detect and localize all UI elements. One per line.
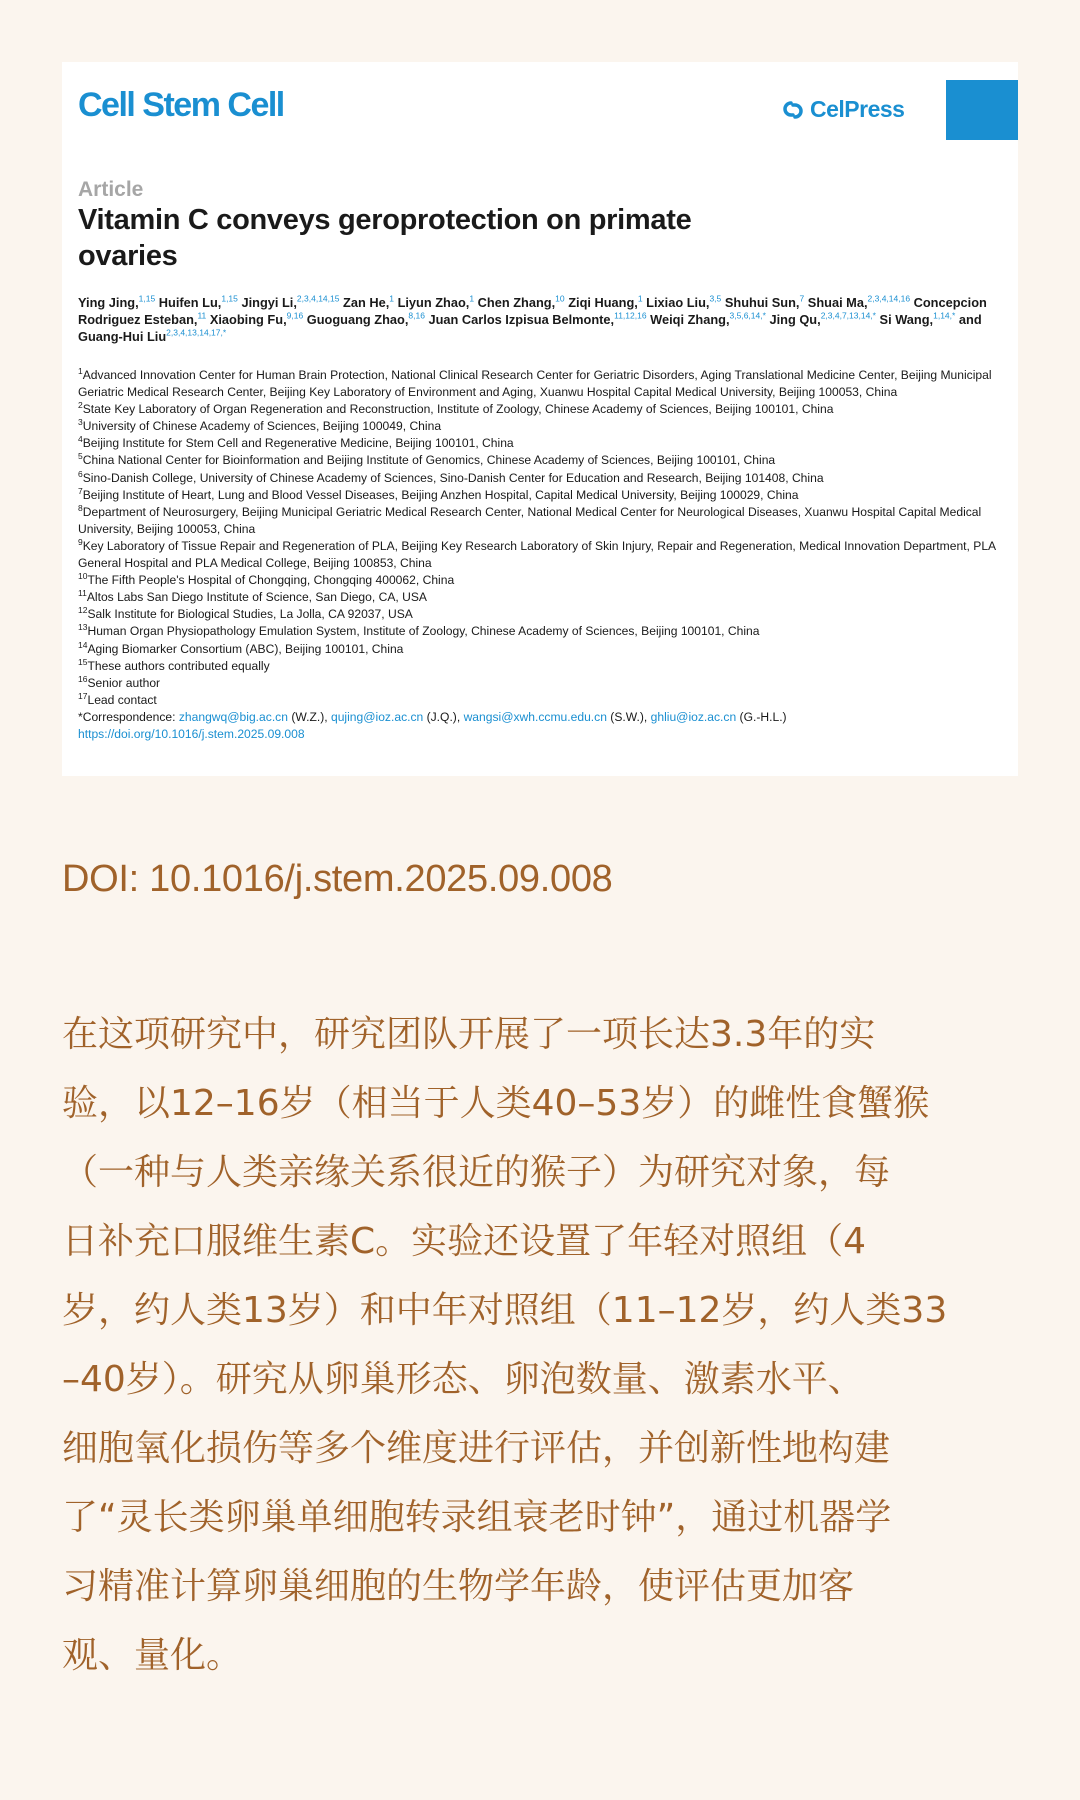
affiliation-number: 15 [78,656,88,667]
article-summary-text: 在这项研究中，研究团队开展了一项长达3.3年的实 验，以12–16岁（相当于人类40–53岁）的雌性食蟹猴 （一种与人类亲缘关系很近的猴子）为研究对象，每 日补充口服维生素C。实验还设置了年轻对照组（4 岁，约人类13岁）和中年对照组（11–12岁，约人类33 –40岁）。研究从卵巢形态、卵泡数量、激素水平、 细胞氧化损伤等多个维度进行评估，并创新性地构建 了“灵长类卵巢单细胞转录组衰老时钟”，通过机器学 习精准计算卵巢细胞的生物学年龄，使评估更加客 观、量化。 [62,1014,948,1676]
author-affiliation-marker: 2,3,4,13,14,17,* [166,327,227,338]
author-affiliation-marker: 9,16 [286,310,304,321]
affiliation-number: 2 [78,400,83,411]
affiliation-number: 14 [78,639,88,650]
journal-name: Cell Stem Cell [78,86,284,124]
affiliation-text: Department of Neurosurgery, Beijing Municipal Geriatric Medical Research Center, National Medical Center for Neurological Diseases, Xuanwu Hospital Capital Medical University, Beijing 100053, China [78,504,982,536]
author-affiliation-marker: 1,14,* [933,310,956,321]
correspondence-line [78,709,1008,726]
affiliation-text: China National Center for Bioinformation and Beijing Institute of Genomics, Chinese Academy of Sciences, Beijing 100101, China [82,453,776,468]
correspondence-initials: (J.Q.), [423,709,461,724]
author-name: Ying Jing, [78,295,139,310]
affiliation-text: University of Chinese Academy of Sciences, Beijing 100049, China [82,419,442,434]
affiliation-item [78,538,1008,572]
cellpress-link-icon [780,98,806,122]
affiliation-item [78,572,1008,589]
author-affiliation-marker: 1 [389,293,394,304]
author-name: Guoguang Zhao, [306,312,409,327]
author-name: Shuai Ma, [807,295,868,310]
author-name: Jing Qu, [769,312,821,327]
affiliation-item [78,675,1008,692]
affiliation-item [78,401,1008,418]
author-affiliation-marker: 1,15 [221,293,238,304]
publisher-name: CelPress [810,96,905,122]
correspondence-email[interactable]: qujing@ioz.ac.cn [330,709,424,724]
author-affiliation-marker: 3,5,6,14,* [729,310,766,321]
affiliation-text: Salk Institute for Biological Studies, La Jolla, CA 92037, USA [87,607,413,622]
correspondence-email[interactable]: ghliu@ioz.ac.cn [650,709,737,724]
affiliation-text: Advanced Innovation Center for Human Brain Protection, National Clinical Research Center for Geriatric Disorders, Aging Translational Medicine Center, Beijing Municipal Geriatric Medical Research Center, Beijing Key Laboratory of Environment and Aging, Xuanwu Hospital Capital Medical University, Beijing 100053, China [78,368,992,400]
affiliation-text: These authors contributed equally [87,658,270,673]
affiliation-text: Lead contact [87,692,157,707]
affiliation-item [78,452,1008,469]
correspondence-initials: (W.Z.), [287,709,328,724]
affiliation-item [78,487,1008,504]
affiliation-text: State Key Laboratory of Organ Regeneration and Reconstruction, Institute of Zoology, Chinese Academy of Sciences, Beijing 100101, China [82,402,834,417]
author-name: Zan He, [343,295,390,310]
author-name: Concepcion Rodriguez Esteban, [78,295,987,327]
author-name: Huifen Lu, [158,295,222,310]
doi-link[interactable]: https://doi.org/10.1016/j.stem.2025.09.008 [78,726,305,741]
author-affiliation-marker: 10 [555,293,565,304]
correspondence-initials: (G.-H.L.) [736,709,787,724]
affiliation-list [78,367,1008,743]
affiliation-number: 17 [78,690,88,701]
author-affiliation-marker: 11 [197,310,207,321]
article-type-label: Article [78,178,144,201]
affiliation-number: 1 [78,365,83,376]
author-name: Jingyi Li, [241,295,297,310]
author-name: and Guang-Hui Liu [78,312,982,344]
correspondence-emails [179,710,787,724]
affiliation-item [78,606,1008,623]
author-name: Ziqi Huang, [568,295,638,310]
author-affiliation-marker: 1,15 [138,293,156,304]
author-affiliation-marker: 2,3,4,14,16 [867,293,911,304]
author-name: Shuhui Sun, [724,295,800,310]
author-affiliation-marker: 8,16 [408,310,425,321]
author-list [78,294,998,345]
affiliation-text: Beijing Institute of Heart, Lung and Blood Vessel Diseases, Beijing Anzhen Hospital, Capital Medical University, Beijing 100029, China [82,487,799,502]
affiliation-text: The Fifth People's Hospital of Chongqing, Chongqing 400062, China [87,573,455,588]
paper-header-image [62,62,1018,776]
author-affiliation-marker: 7 [799,293,805,304]
author-affiliation-marker: 3,5 [709,293,722,304]
author-name: Liyun Zhao, [397,295,470,310]
affiliation-number: 8 [78,502,83,513]
affiliation-number: 11 [78,588,87,599]
affiliation-item [78,641,1008,658]
journal-color-block [946,80,1018,140]
affiliation-text: Sino-Danish College, University of Chinese Academy of Sciences, Sino-Danish Center for Education and Research, Beijing 101408, China [82,470,824,485]
affiliation-number: 4 [78,434,83,445]
affiliation-item [78,435,1008,452]
affiliation-item [78,692,1008,709]
paper-title: Vitamin C conveys geroprotection on primate ovaries [78,204,692,272]
correspondence-initials: (S.W.), [606,709,648,724]
affiliation-number: 5 [78,451,83,462]
affiliation-item [78,658,1008,675]
affiliation-item [78,504,1008,538]
author-name: Xiaobing Fu, [209,312,287,327]
correspondence-email[interactable]: zhangwq@big.ac.cn [178,709,288,724]
doi-text: DOI: 10.1016/j.stem.2025.09.008 [62,858,613,900]
affiliations [78,367,1008,709]
affiliation-item [78,418,1008,435]
author-name: Lixiao Liu, [646,295,710,310]
author-affiliation-marker: 2,3,4,7,13,14,* [820,310,876,321]
publisher-logo [780,96,904,123]
author-name: Si Wang, [879,312,934,327]
affiliation-number: 9 [78,536,83,547]
affiliation-number: 16 [78,673,88,684]
correspondence-email[interactable]: wangsi@xwh.ccmu.edu.cn [463,709,607,724]
affiliation-number: 12 [78,605,88,616]
affiliation-item [78,470,1008,487]
affiliation-number: 13 [78,622,88,633]
author-affiliation-marker: 1 [469,293,475,304]
author-affiliation-marker: 2,3,4,14,15 [296,293,340,304]
affiliation-text: Senior author [87,675,161,690]
affiliation-item [78,367,1008,401]
affiliation-text: Aging Biomarker Consortium (ABC), Beijing 100101, China [87,641,404,656]
affiliation-number: 7 [78,485,83,496]
affiliation-text: Beijing Institute for Stem Cell and Regenerative Medicine, Beijing 100101, China [82,436,514,451]
author-affiliation-marker: 11,12,16 [614,310,647,321]
affiliation-text: Altos Labs San Diego Institute of Science, San Diego, CA, USA [86,590,427,605]
affiliation-number: 6 [78,468,83,479]
affiliation-number: 3 [78,417,83,428]
correspondence-label: *Correspondence: [78,709,176,724]
affiliation-number: 10 [78,571,88,582]
author-name: Juan Carlos Izpisua Belmonte, [428,312,615,327]
affiliation-text: Key Laboratory of Tissue Repair and Regeneration of PLA, Beijing Key Research Laboratory of Skin Injury, Repair and Regeneration, Medical Innovation Department, PLA General Hospital and PLA Medical College, Beijing 100853, China [78,538,996,571]
affiliation-item [78,589,1008,606]
affiliation-text: Human Organ Physiopathology Emulation System, Institute of Zoology, Chinese Academy of Sciences, Beijing 100101, China [87,624,760,639]
author-name: Chen Zhang, [477,295,556,310]
author-affiliation-marker: 1 [637,293,643,304]
author-name: Weiqi Zhang, [650,312,730,327]
affiliation-item [78,623,1008,640]
